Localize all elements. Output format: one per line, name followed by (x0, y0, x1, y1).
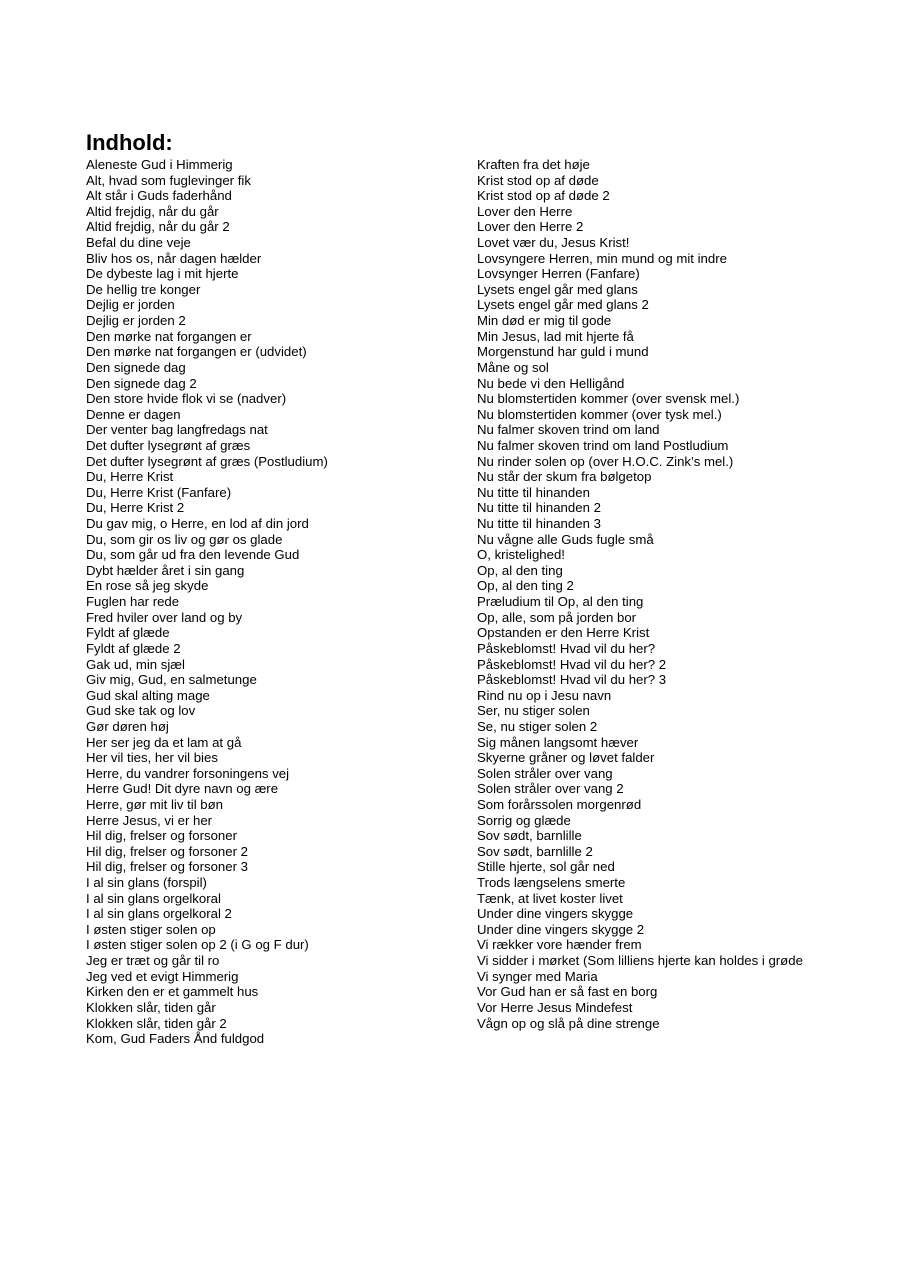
index-entry: Sorrig og glæde (477, 812, 571, 828)
index-entry: Krist stod op af døde (477, 172, 599, 188)
index-entry: Under dine vingers skygge 2 (477, 921, 645, 937)
index-entry: Alt, hvad som fuglevinger fik (86, 172, 251, 188)
index-entry: Nu vågne alle Guds fugle små (477, 531, 654, 547)
index-entry: Min Jesus, lad mit hjerte få (477, 328, 634, 344)
index-entry: Gud ske tak og lov (86, 703, 196, 719)
index-entry: En rose så jeg skyde (86, 578, 209, 594)
index-entry: I østen stiger solen op (86, 921, 216, 937)
index-entry: Min død er mig til gode (477, 313, 612, 329)
index-entry: Herre, du vandrer forsoningens vej (86, 765, 290, 781)
index-entry: Klokken slår, tiden går (86, 999, 216, 1015)
index-entry: Dejlig er jorden 2 (86, 313, 186, 329)
index-entry: De hellig tre konger (86, 281, 201, 297)
index-entry: Du, Herre Krist (86, 469, 174, 485)
index-entry: Her ser jeg da et lam at gå (86, 734, 242, 750)
index-entry: Alt står i Guds faderhånd (86, 188, 232, 204)
index-entry: Her vil ties, her vil bies (86, 750, 218, 766)
index-entry: Jeg er træt og går til ro (86, 953, 220, 969)
index-entry: Det dufter lysegrønt af græs (Postludium) (86, 453, 328, 469)
index-entry: Lovet vær du, Jesus Krist! (477, 235, 630, 251)
index-entry: Nu falmer skoven trind om land (477, 422, 660, 438)
index-entry: Du gav mig, o Herre, en lod af din jord (86, 516, 309, 532)
index-entry: Hil dig, frelser og forsoner 2 (86, 843, 248, 859)
index-entry: Bliv hos os, når dagen hælder (86, 250, 262, 266)
index-entry: Opstanden er den Herre Krist (477, 625, 650, 641)
index-entry: Altid frejdig, når du går 2 (86, 219, 230, 235)
index-entry: Kom, Gud Faders Ånd fuldgod (86, 1031, 265, 1047)
index-entry: Gør døren høj (86, 718, 169, 734)
index-entry: Nu titte til hinanden 2 (477, 500, 601, 516)
index-entry: Krist stod op af døde 2 (477, 188, 610, 204)
index-entry: Ser, nu stiger solen (477, 703, 590, 719)
index-entry: Herre Gud! Dit dyre navn og ære (86, 781, 279, 797)
index-entry: Vor Gud han er så fast en borg (477, 984, 658, 1000)
index-entry: Herre, gør mit liv til bøn (86, 796, 224, 812)
index-entry: Fyldt af glæde (86, 625, 170, 641)
index-entry: Vi sidder i mørket (Som lilliens hjerte kan holdes i grøde (477, 953, 803, 969)
index-entry: Op, al den ting (477, 562, 563, 578)
index-entry: Lovsynger Herren (Fanfare) (477, 266, 640, 282)
index-entry: Vi rækker vore hænder frem (477, 937, 642, 953)
index-entry: Nu bede vi den Helligånd (477, 375, 625, 391)
index-entry: Lysets engel går med glans 2 (477, 297, 649, 313)
index-entry: Den mørke nat forgangen er (86, 328, 252, 344)
index-entry: Rind nu op i Jesu navn (477, 687, 612, 703)
index-entry: Du, som gir os liv og gør os glade (86, 531, 283, 547)
index-entry: Måne og sol (477, 359, 549, 375)
index-entry: Du, som går ud fra den levende Gud (86, 547, 300, 563)
index-entry: Vi synger med Maria (477, 968, 598, 984)
index-entry: Påskeblomst! Hvad vil du her? (477, 640, 656, 656)
index-entry: Under dine vingers skygge (477, 906, 634, 922)
index-entry: Sov sødt, barnlille (477, 828, 582, 844)
index-entry: Fyldt af glæde 2 (86, 640, 181, 656)
index-entry: Jeg ved et evigt Himmerig (86, 968, 239, 984)
index-entry: Giv mig, Gud, en salmetunge (86, 672, 257, 688)
page-title: Indhold: (86, 130, 173, 155)
index-entry: Tænk, at livet koster livet (477, 890, 623, 906)
index-entry: Se, nu stiger solen 2 (477, 718, 598, 734)
index-entry: Fred hviler over land og by (86, 609, 243, 625)
index-entry: I østen stiger solen op 2 (i G og F dur) (86, 937, 309, 953)
index-entry: Klokken slår, tiden går 2 (86, 1015, 227, 1031)
index-entry: Nu titte til hinanden (477, 484, 590, 500)
index-entry: Stille hjerte, sol går ned (477, 859, 615, 875)
index-entry: Lover den Herre (477, 203, 573, 219)
index-entry: Fuglen har rede (86, 594, 180, 610)
index-entry: Morgenstund har guld i mund (477, 344, 649, 360)
index-entry: Hil dig, frelser og forsoner 3 (86, 859, 248, 875)
index-entry: I al sin glans (forspil) (86, 875, 207, 891)
index-entry: Nu falmer skoven trind om land Postludium (477, 437, 729, 453)
index-entry: Lovsyngere Herren, min mund og mit indre (477, 250, 727, 266)
index-entry: Nu titte til hinanden 3 (477, 516, 601, 532)
index-entry: Sig månen langsomt hæver (477, 734, 639, 750)
index-entry: Påskeblomst! Hvad vil du her? 3 (477, 672, 667, 688)
index-entry: De dybeste lag i mit hjerte (86, 266, 239, 282)
index-entry: Befal du dine veje (86, 235, 191, 251)
index-entry: Lover den Herre 2 (477, 219, 584, 235)
index-entry: Op, al den ting 2 (477, 578, 574, 594)
index-entry: Som forårssolen morgenrød (477, 796, 642, 812)
index-right-column (477, 157, 887, 1031)
index-entry: Aleneste Gud i Himmerig (86, 157, 233, 172)
index-entry: Vågn op og slå på dine strenge (477, 1015, 660, 1031)
index-entry: I al sin glans orgelkoral (86, 890, 221, 906)
index-entry: Nu rinder solen op (over H.O.C. Zink’s mel.) (477, 453, 734, 469)
index-entry: Nu står der skum fra bølgetop (477, 469, 652, 485)
index-entry: Sov sødt, barnlille 2 (477, 843, 593, 859)
index-entry: Gak ud, min sjæl (86, 656, 185, 672)
index-entry: Trods længselens smerte (477, 875, 626, 891)
index-entry: Vor Herre Jesus Mindefest (477, 999, 633, 1015)
index-entry: Nu blomstertiden kommer (over tysk mel.) (477, 406, 722, 422)
index-entry: O, kristelighed! (477, 547, 565, 563)
index-entry: Dejlig er jorden (86, 297, 175, 313)
index-entry: Påskeblomst! Hvad vil du her? 2 (477, 656, 667, 672)
index-entry: Dybt hælder året i sin gang (86, 562, 245, 578)
index-entry: Kraften fra det høje (477, 157, 590, 172)
index-entry: Den store hvide flok vi se (nadver) (86, 391, 287, 407)
index-entry: Nu blomstertiden kommer (over svensk mel.) (477, 391, 740, 407)
index-entry: Lysets engel går med glans (477, 281, 638, 297)
index-entry: Du, Herre Krist (Fanfare) (86, 484, 232, 500)
index-entry: Skyerne gråner og løvet falder (477, 750, 655, 766)
index-entry: I al sin glans orgelkoral 2 (86, 906, 232, 922)
index-entry: Du, Herre Krist 2 (86, 500, 185, 516)
index-entry: Denne er dagen (86, 406, 181, 422)
index-entry: Kirken den er et gammelt hus (86, 984, 259, 1000)
index-entry: Op, alle, som på jorden bor (477, 609, 637, 625)
index-entry: Der venter bag langfredags nat (86, 422, 268, 438)
index-entry: Præludium til Op, al den ting (477, 594, 644, 610)
index-entry: Den signede dag 2 (86, 375, 197, 391)
index-entry: Gud skal alting mage (86, 687, 210, 703)
index-entry: Hil dig, frelser og forsoner (86, 828, 237, 844)
index-entry: Det dufter lysegrønt af græs (86, 437, 251, 453)
index-entry: Den mørke nat forgangen er (udvidet) (86, 344, 307, 360)
index-entry: Den signede dag (86, 359, 186, 375)
index-entry: Solen stråler over vang (477, 765, 613, 781)
index-left-column (86, 157, 466, 1047)
index-entry: Solen stråler over vang 2 (477, 781, 624, 797)
index-entry: Altid frejdig, når du går (86, 203, 219, 219)
index-entry: Herre Jesus, vi er her (86, 812, 213, 828)
